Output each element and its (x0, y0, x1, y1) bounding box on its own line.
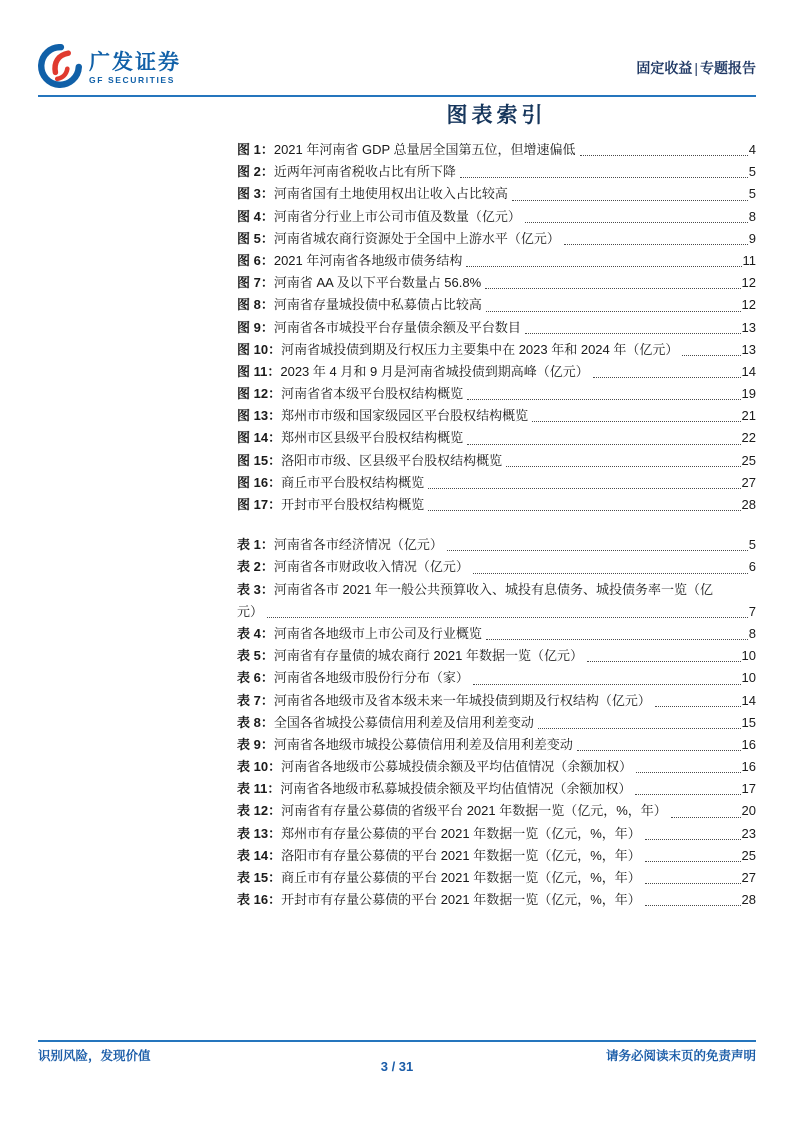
toc-entry-page: 28 (741, 892, 756, 908)
footer-rule (38, 1040, 756, 1042)
toc-entry (237, 556, 756, 578)
toc-entry-page: 16 (741, 759, 756, 775)
toc-entry (237, 272, 756, 294)
toc-entry-label: 图 2： (237, 164, 274, 180)
toc-entry-label: 表 16： (237, 892, 282, 908)
toc-entry-text: 河南省各地级市公募城投债余额及平均估值情况（余额加权） (281, 759, 633, 775)
toc-entry (237, 645, 756, 667)
toc-entry (237, 427, 756, 449)
toc-entry (237, 579, 756, 601)
toc-entry-label: 图 3： (237, 186, 274, 202)
toc-leader-dots (428, 488, 740, 489)
toc-entry-text: 全国各省城投公募债信用利差及信用利差变动 (273, 714, 534, 730)
toc-entry-label: 图 1： (237, 142, 274, 157)
toc-entry (237, 867, 756, 889)
toc-entry-page: 11 (742, 252, 756, 268)
toc-entry-page: 27 (741, 870, 756, 885)
toc-entry-label: 表 1： (237, 537, 274, 553)
toc-leader-dots (512, 200, 748, 201)
toc-leader-dots (467, 399, 740, 400)
toc-entry (237, 734, 756, 756)
toc-entry-page: 19 (741, 386, 756, 402)
toc-entry (237, 405, 756, 427)
toc-entry (237, 206, 756, 228)
toc-entry-page: 23 (741, 825, 756, 841)
toc-leader-dots (466, 266, 741, 267)
toc-entry-text: 郑州市有存量公募债的平台 2021 年数据一览（亿元，%，年） (281, 825, 641, 841)
toc-entry-text: 2023 年 4 月和 9 月是河南省城投债到期高峰（亿元） (280, 363, 589, 379)
toc-leader-dots (564, 244, 748, 245)
toc-leader-dots (506, 466, 740, 467)
toc-entry (237, 250, 756, 272)
toc-entry-page: 8 (748, 208, 756, 224)
index-block-gap (237, 516, 756, 534)
toc-entry-text: 河南省 AA 及以下平台数量占 56.8% (273, 275, 482, 291)
footer-slogan: 识别风险，发现价值 (38, 1049, 151, 1063)
toc-entry-text: 郑州市市级和国家级园区平台股权结构概览 (281, 408, 529, 424)
toc-leader-dots (473, 573, 748, 574)
toc-leader-dots (645, 905, 741, 906)
toc-entry-text: 2021 年河南省各地级市债务结构 (273, 252, 463, 268)
footer-disclaimer: 请务必阅读末页的免责声明 (605, 1049, 756, 1063)
gf-securities-logo-icon (38, 44, 82, 93)
toc-entry-page: 22 (741, 430, 756, 446)
toc-leader-dots (532, 421, 740, 422)
toc-leader-dots (580, 155, 748, 156)
figure-index-list (237, 139, 756, 516)
toc-entry-page: 17 (741, 781, 756, 797)
toc-entry-page: 8 (748, 625, 756, 641)
toc-entry-page: 13 (741, 319, 756, 335)
toc-leader-dots (655, 706, 741, 707)
toc-entry-label: 图 16： (237, 474, 282, 490)
toc-entry (237, 383, 756, 405)
toc-entry-page: 13 (741, 341, 756, 357)
toc-entry-label: 图 14： (237, 430, 282, 446)
toc-entry-page: 10 (741, 648, 756, 664)
toc-entry-page: 20 (741, 803, 756, 819)
toc-entry-text: 近两年河南省税收占比有所下降 (273, 164, 456, 180)
toc-entry-label: 图 10： (237, 341, 282, 357)
toc-entry (237, 450, 756, 472)
toc-entry-text: 商丘市平台股权结构概览 (281, 474, 425, 490)
toc-entry-label: 图 4： (237, 208, 274, 224)
toc-entry-label: 图 15： (237, 452, 282, 468)
toc-entry-text: 河南省国有土地使用权出让收入占比较高 (273, 186, 508, 202)
toc-entry-page: 28 (741, 497, 756, 512)
toc-leader-dots (267, 617, 748, 618)
index-section (237, 139, 756, 911)
toc-entry-label: 表 2： (237, 559, 274, 575)
toc-entry-page: 12 (741, 275, 756, 291)
toc-entry-label: 图 9： (237, 319, 274, 335)
toc-leader-dots (473, 684, 741, 685)
toc-entry-page: 4 (748, 142, 756, 157)
toc-leader-dots (525, 333, 741, 334)
toc-entry-text: 2021 年河南省 GDP 总量居全国第五位，但增速偏低 (273, 142, 576, 157)
toc-entry-page: 5 (748, 186, 756, 202)
toc-entry (237, 472, 756, 494)
toc-entry (237, 845, 756, 867)
report-type-label (636, 58, 756, 78)
toc-entry-text: 河南省各地级市私募城投债余额及平均估值情况（余额加权） (280, 781, 632, 797)
toc-entry-text: 河南省各地级市股份行分布（家） (273, 670, 469, 686)
logo-name-cn: 广发证券 (89, 50, 181, 75)
toc-entry-text: 河南省有存量债的城农商行 2021 年数据一览（亿元） (273, 648, 583, 664)
toc-entry-text: 元） (237, 603, 264, 619)
toc-leader-dots (587, 661, 741, 662)
logo-wordmark (89, 52, 181, 85)
toc-leader-dots (467, 444, 740, 445)
toc-entry-text: 河南省各市城投平台存量债余额及平台数目 (273, 319, 521, 335)
toc-entry (237, 139, 756, 161)
toc-entry-text: 河南省各地级市及省本级未来一年城投债到期及行权结构（亿元） (273, 692, 651, 708)
toc-entry-text: 河南省各地级市城投公募债信用利差及信用利差变动 (273, 736, 573, 752)
toc-entry (237, 712, 756, 734)
toc-entry-text: 洛阳市有存量公募债的平台 2021 年数据一览（亿元，%，年） (281, 847, 641, 863)
toc-entry (237, 339, 756, 361)
page-header (38, 44, 756, 94)
toc-entry-text: 河南省城农商行资源处于全国中上游水平（亿元） (273, 230, 560, 246)
toc-entry-text: 河南省各地级市上市公司及行业概览 (273, 625, 482, 641)
toc-entry-label: 表 14： (237, 847, 282, 863)
toc-leader-dots (447, 550, 748, 551)
toc-entry-page: 10 (741, 670, 756, 686)
toc-entry (237, 756, 756, 778)
toc-entry-page: 5 (748, 537, 756, 553)
toc-leader-dots (635, 794, 740, 795)
toc-entry-page: 14 (741, 692, 756, 708)
page-number: 3 / 31 (380, 1059, 414, 1074)
toc-entry (237, 361, 756, 383)
toc-leader-dots (682, 355, 740, 356)
header-rule (38, 95, 756, 97)
toc-entry-label: 表 4： (237, 625, 274, 641)
toc-entry-page: 14 (741, 363, 756, 379)
toc-leader-dots (671, 817, 741, 818)
toc-entry-label: 表 11： (237, 781, 281, 797)
toc-entry-label: 图 6： (237, 252, 274, 268)
toc-leader-dots (593, 377, 741, 378)
toc-entry-text: 商丘市有存量公募债的平台 2021 年数据一览（亿元，%，年） (281, 870, 641, 885)
toc-leader-dots (577, 750, 741, 751)
toc-entry (237, 623, 756, 645)
toc-leader-dots (645, 861, 741, 862)
page-title: 图表索引 (446, 103, 547, 127)
toc-entry (237, 183, 756, 205)
toc-entry-page: 5 (748, 164, 756, 180)
toc-entry (237, 494, 756, 516)
toc-entry-label: 图 7： (237, 275, 274, 291)
toc-leader-dots (645, 839, 741, 840)
toc-entry-label: 表 9： (237, 736, 274, 752)
toc-leader-dots (486, 311, 741, 312)
toc-entry-continuation (237, 601, 756, 623)
toc-entry-page: 15 (741, 714, 756, 730)
toc-entry (237, 534, 756, 556)
toc-entry (237, 161, 756, 183)
toc-entry (237, 800, 756, 822)
toc-entry (237, 228, 756, 250)
toc-entry-label: 表 7： (237, 692, 274, 708)
toc-entry-text: 郑州市区县级平台股权结构概览 (281, 430, 464, 446)
toc-entry-text: 河南省分行业上市公司市值及数量（亿元） (273, 208, 521, 224)
logo-name-en: GF SECURITIES (89, 75, 175, 86)
toc-entry-text: 河南省各市财政收入情况（亿元） (273, 559, 469, 575)
toc-leader-dots (525, 222, 748, 223)
toc-leader-dots (485, 288, 740, 289)
toc-leader-dots (428, 510, 740, 511)
toc-entry-label: 表 8： (237, 714, 274, 730)
toc-leader-dots (486, 639, 748, 640)
toc-entry-label: 表 10： (237, 759, 282, 775)
toc-entry-text: 河南省各市经济情况（亿元） (273, 537, 443, 553)
toc-entry-label: 图 12： (237, 386, 282, 402)
toc-entry-page: 27 (741, 474, 756, 490)
toc-entry-page: 25 (741, 452, 756, 468)
toc-entry-label: 表 3： (237, 581, 274, 597)
toc-entry-text: 河南省存量城投债中私募债占比较高 (273, 297, 482, 313)
toc-entry-label: 图 5： (237, 230, 274, 246)
toc-entry-label: 图 17： (237, 497, 282, 512)
toc-entry-page: 9 (748, 230, 756, 246)
toc-leader-dots (538, 728, 741, 729)
toc-entry-label: 表 15： (237, 870, 282, 885)
toc-entry-label: 图 13： (237, 408, 282, 424)
toc-entry-page: 6 (748, 559, 756, 575)
toc-entry-label: 表 6： (237, 670, 274, 686)
toc-entry-text: 开封市平台股权结构概览 (281, 497, 425, 512)
report-category: 固定收益 (636, 60, 693, 76)
report-type-separator: | (694, 60, 698, 76)
toc-entry-text: 河南省各市 2021 年一般公共预算收入、城投有息债务、城投债务率一览（亿 (273, 581, 713, 597)
toc-leader-dots (460, 177, 748, 178)
toc-entry-page: 7 (748, 603, 756, 619)
toc-entry-text: 河南省有存量公募债的省级平台 2021 年数据一览（亿元，%，年） (281, 803, 667, 819)
toc-entry (237, 889, 756, 911)
table-index-list (237, 534, 756, 911)
toc-entry-text: 河南省省本级平台股权结构概览 (281, 386, 464, 402)
toc-entry-text: 洛阳市市级、区县级平台股权结构概览 (281, 452, 503, 468)
toc-entry-page: 16 (741, 736, 756, 752)
report-subtype: 专题报告 (700, 60, 756, 76)
toc-entry-label: 表 5： (237, 648, 274, 664)
toc-entry-label: 图 8： (237, 297, 274, 313)
toc-entry (237, 778, 756, 800)
toc-entry (237, 667, 756, 689)
toc-entry-label: 图 11： (237, 363, 281, 379)
toc-entry-page: 25 (741, 847, 756, 863)
toc-entry-page: 21 (741, 408, 756, 424)
toc-leader-dots (636, 772, 740, 773)
toc-entry (237, 823, 756, 845)
toc-entry-page: 12 (741, 297, 756, 313)
toc-entry (237, 690, 756, 712)
toc-entry (237, 294, 756, 316)
toc-entry-label: 表 12： (237, 803, 282, 819)
toc-entry-text: 开封市有存量公募债的平台 2021 年数据一览（亿元，%，年） (281, 892, 641, 908)
toc-entry-text: 河南省城投债到期及行权压力主要集中在 2023 年和 2024 年（亿元） (281, 341, 679, 357)
toc-leader-dots (645, 883, 741, 884)
toc-entry-label: 表 13： (237, 825, 282, 841)
toc-entry (237, 317, 756, 339)
